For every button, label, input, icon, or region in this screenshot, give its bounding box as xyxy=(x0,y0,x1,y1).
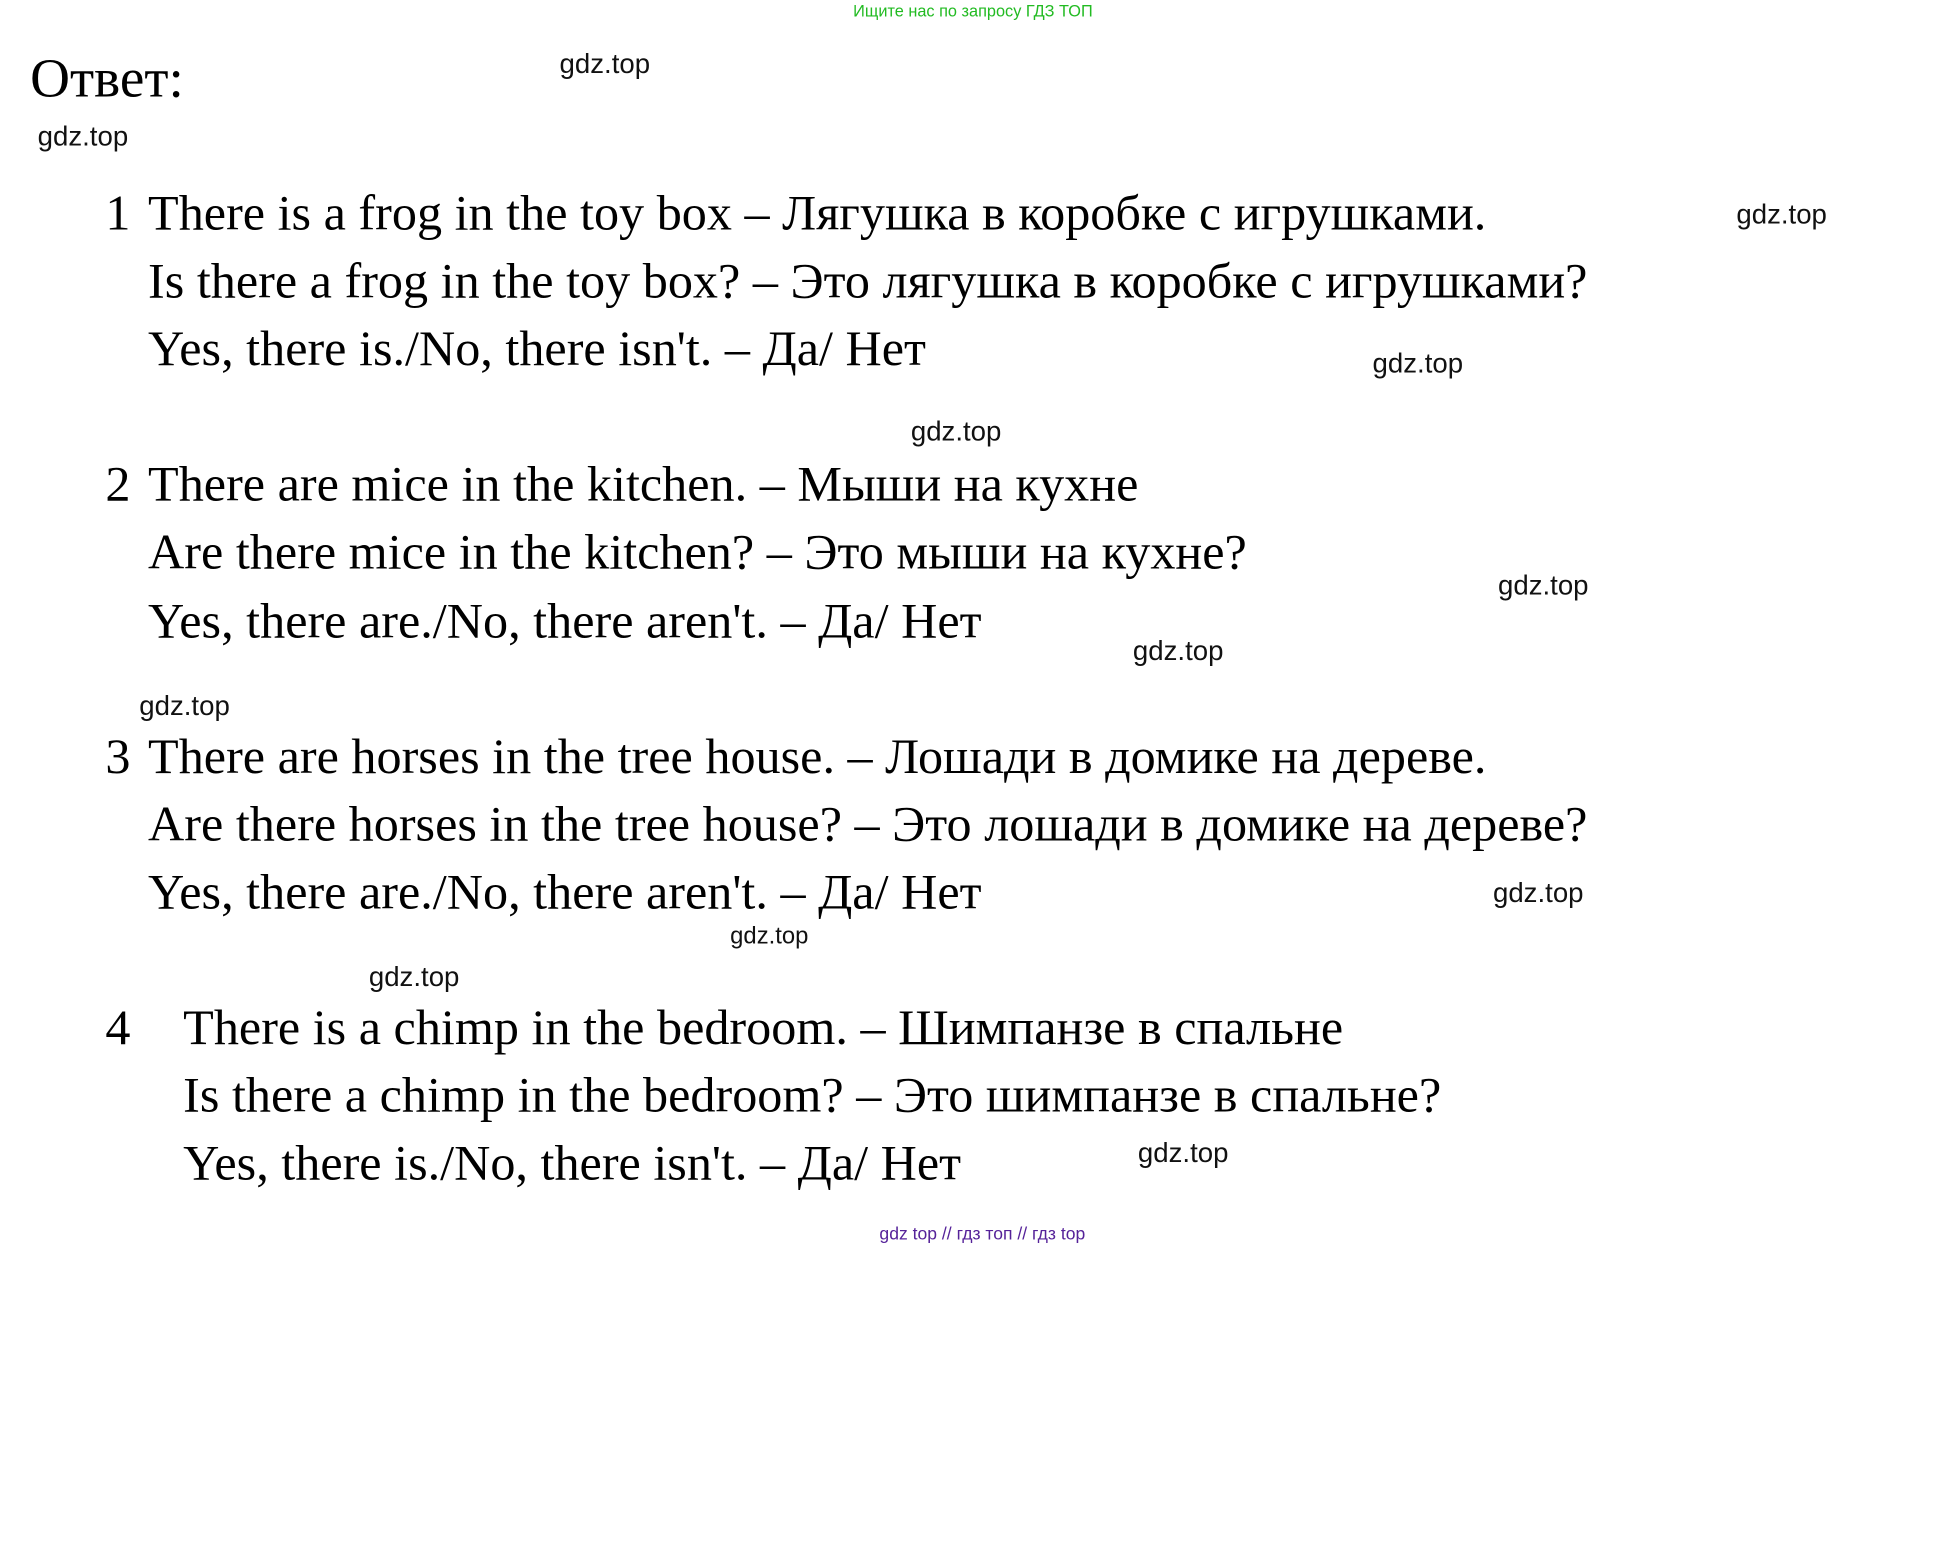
item-statement: There is a frog in the toy box – Лягушка в коробке с игрушками. xyxy=(148,184,1487,241)
watermark: gdz.top xyxy=(37,120,129,152)
item-question: Are there mice in the kitchen? – Это мыши на кухне? xyxy=(148,523,1247,580)
item-statement: There are mice in the kitchen. – Мыши на кухне xyxy=(148,455,1139,512)
item-number: 1 xyxy=(105,184,131,241)
watermark: gdz.top xyxy=(1132,634,1224,667)
item-statement: There is a chimp in the bedroom. – Шимпанзе в спальне xyxy=(183,998,1344,1056)
item-answer: Yes, there are./No, there aren't. – Да/ Нет xyxy=(148,592,982,649)
watermark: gdz.top xyxy=(559,47,651,80)
watermark: gdz.top xyxy=(1492,876,1584,909)
item-question: Is there a chimp in the bedroom? – Это шимпанзе в спальне? xyxy=(183,1066,1442,1123)
item-number: 4 xyxy=(105,998,131,1056)
item-statement: There are horses in the tree house. – Лошади в домике на дереве. xyxy=(148,727,1487,785)
watermark: gdz.top xyxy=(910,415,1002,447)
item-answer: Yes, there is./No, there isn't. – Да/ Нет xyxy=(183,1134,962,1191)
item-question: Are there horses in the tree house? – Это лошади в домике на дереве? xyxy=(148,795,1588,852)
item-answer: Yes, there is./No, there isn't. – Да/ Нет xyxy=(148,319,926,377)
watermark: gdz.top xyxy=(1372,347,1464,379)
watermark: gdz.top xyxy=(139,690,230,722)
item-question: Is there a frog in the toy box? – Это лягушка в коробке с игрушками? xyxy=(148,252,1588,309)
watermark: gdz.top xyxy=(368,961,460,993)
item-answer: Yes, there are./No, there aren't. – Да/ Нет xyxy=(148,863,982,920)
watermark: gdz.top xyxy=(730,923,809,950)
top-banner: Ищите нас по запросу ГДЗ ТОП xyxy=(853,1,1093,21)
answer-heading: Ответ: xyxy=(30,47,184,110)
item-number: 3 xyxy=(105,727,131,785)
watermark: gdz.top xyxy=(1137,1136,1229,1169)
item-number: 2 xyxy=(105,455,131,512)
footer-links: gdz top // гдз топ // гдз top xyxy=(879,1223,1086,1244)
watermark: gdz.top xyxy=(1497,569,1589,601)
watermark: gdz.top xyxy=(1736,198,1827,230)
